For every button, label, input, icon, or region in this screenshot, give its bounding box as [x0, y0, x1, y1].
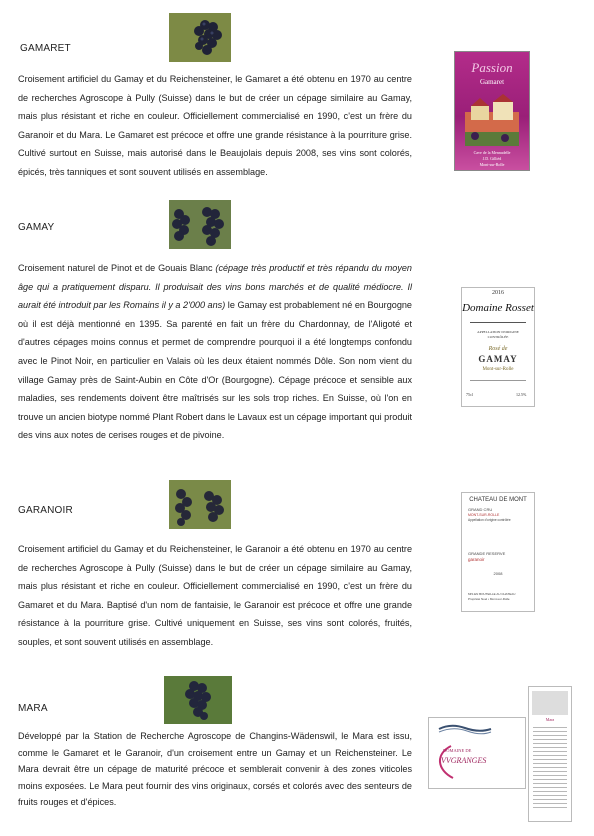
label-cave: Cave de la Mennadelle: [473, 150, 511, 155]
label-brand: Domaine Rosset: [462, 302, 534, 314]
grape-photo-gamay: [169, 200, 231, 249]
label-map: [437, 722, 493, 736]
label-reserve: GRANDE RESERVE: [468, 551, 506, 556]
label-rose: Rosé de: [488, 346, 508, 352]
label-name: GAMAY: [478, 354, 518, 364]
label-volume: 75cl: [466, 392, 473, 397]
label-place: MONT-SUR-ROLLE: [468, 513, 500, 517]
label-bottled: MIS EN BOUTEILLE AU CHATEAU: [468, 592, 516, 596]
wine-label-mara-front: [428, 717, 526, 789]
section-text-gamay: [18, 259, 412, 445]
wine-label-mara-back: [528, 686, 572, 822]
wine-label-garanoir: [461, 492, 535, 612]
label-back-name: Mara: [545, 717, 555, 722]
gamay-text-italic: (cépage très productif et très répandu du moyen âge qui a pratiquement disparu. Il produisait des vins bons marchés et de qualité médiocre. Il aurait été introduit par les Romains il y a 2'000 ans): [18, 263, 412, 311]
gamay-text-part-2: le Gamay est probablement né en Bourgogne où il est déjà mentionné en 1395. Sa parenté en fait un frère du Chardonnay, de l'Aligoté et d'autres cépages moins connus et permet de comprendre pourquoi il a été longtemps confondu avec le Pinot Noir, en particulier en Valais où les deux étaient nommés Dôle. Son nom vient du village Gamay près de Saint-Aubin en Côte d'Or (Bourgogne). Cépage précoce et sensible aux maladies, ses rendements doivent être maîtrisés sur les sols trop riches. En Suisse, où l'on en trouve un ancien biotype nommé Plant Robert dans le Lavaux est un cépage important qui produit des vins aux notes de cerises rouges et de pivoine.: [18, 300, 412, 441]
label-rule-2: [470, 380, 526, 381]
label-aoc-2: CONTRÔLÉE: [487, 335, 509, 339]
label-aoc-1: APPELLATION D'ORIGINE: [477, 330, 519, 334]
label-illustration: [461, 92, 523, 154]
section-title-gamay: GAMAY: [18, 222, 55, 233]
wine-label-gamaret: [454, 51, 530, 171]
label-place: Mont-sur-Rolle: [482, 367, 514, 372]
label-name: garanoir: [468, 557, 485, 562]
grape-photo-gamaret: [169, 13, 231, 62]
section-title-mara: MARA: [18, 703, 48, 714]
wine-label-gamay: [461, 287, 535, 407]
section-title-gamaret: GAMARET: [20, 43, 71, 54]
label-back-header: [532, 691, 568, 715]
label-rule: [470, 322, 526, 323]
label-year: 2008: [493, 571, 503, 576]
label-village: Mont-sur-Rolle: [479, 162, 505, 167]
label-passion: Passion: [471, 60, 513, 75]
grape-photo-garanoir: [169, 480, 231, 529]
label-granges: VVGRANGES: [441, 756, 487, 765]
label-alcohol: 12.5%: [516, 392, 527, 397]
section-text-mara: Développé par la Station de Recherche Agroscope de Changins-Wädenswil, le Mara est issu, comme le Gamaret et le Garanoir, d'un croisement entre un Gamay et un Reichensteiner. Le Mara devrait être un cépage de maturité précoce et semblerait convenir à des zones viticoles moins exposées. Le Mara peut fournir des vins originaux, corsés et colorés avec des senteurs de fruits rouges et d'épices.: [18, 731, 412, 807]
label-back-text: [533, 727, 567, 811]
section-title-garanoir: GARANOIR: [18, 505, 73, 516]
label-owner: Propriété Noel • Mont-sur-Rolle: [468, 597, 510, 601]
label-year: 2016: [492, 290, 504, 296]
label-chateau: CHATEAU DE MONT: [469, 497, 527, 503]
gamay-text-part-1: Croisement naturel de Pinot et de Gouais Blanc: [18, 263, 216, 273]
grape-photo-mara: [164, 676, 232, 724]
label-aoc: Appellation d'origine contrôlée: [468, 518, 511, 522]
label-gamaret: Gamaret: [479, 78, 505, 86]
label-domaine: DOMAINE DE: [443, 748, 472, 753]
section-text-garanoir: Croisement artificiel du Gamay et du Reichensteiner, le Garanoir a été obtenu en 1970 au centre de recherches Agroscope à Pully (Suisse) dans le but de créer un cépage similaire au Gamay, mais plus résistant et riche en couleur. Officiellement commercialisé en 1990, c'est un frère du Gamaret et du Mara. Baptisé d'un nom de fantaisie, le Garanoir est précoce et offre une grande résistance à la pourriture grise. Cultivé uniquement en Suisse, ses vins sont colorés, fruités, souples, et sont souvent utilisés en assemblage.: [18, 544, 412, 647]
label-owner: J.D. Gilliéd: [482, 156, 502, 161]
label-cru: GRAND CRU: [468, 507, 493, 512]
section-text-gamaret: Croisement artificiel du Gamay et du Reichensteiner, le Gamaret a été obtenu en 1970 au centre de recherches Agroscope à Pully (Suisse) dans le but de créer un cépage similaire au Gamay, mais plus résistant et riche en couleur. Officiellement commercialisé en 1990, c'est un frère du Garanoir et du Mara. Le Gamaret est précoce et offre une grande résistance à la pourriture grise. Cultivé surtout en Suisse, mais autorisé dans le Beaujolais depuis 2008, ses vins sont colorés, épicés, très tanniques et sont souvent utilisés en assemblage.: [18, 74, 412, 177]
